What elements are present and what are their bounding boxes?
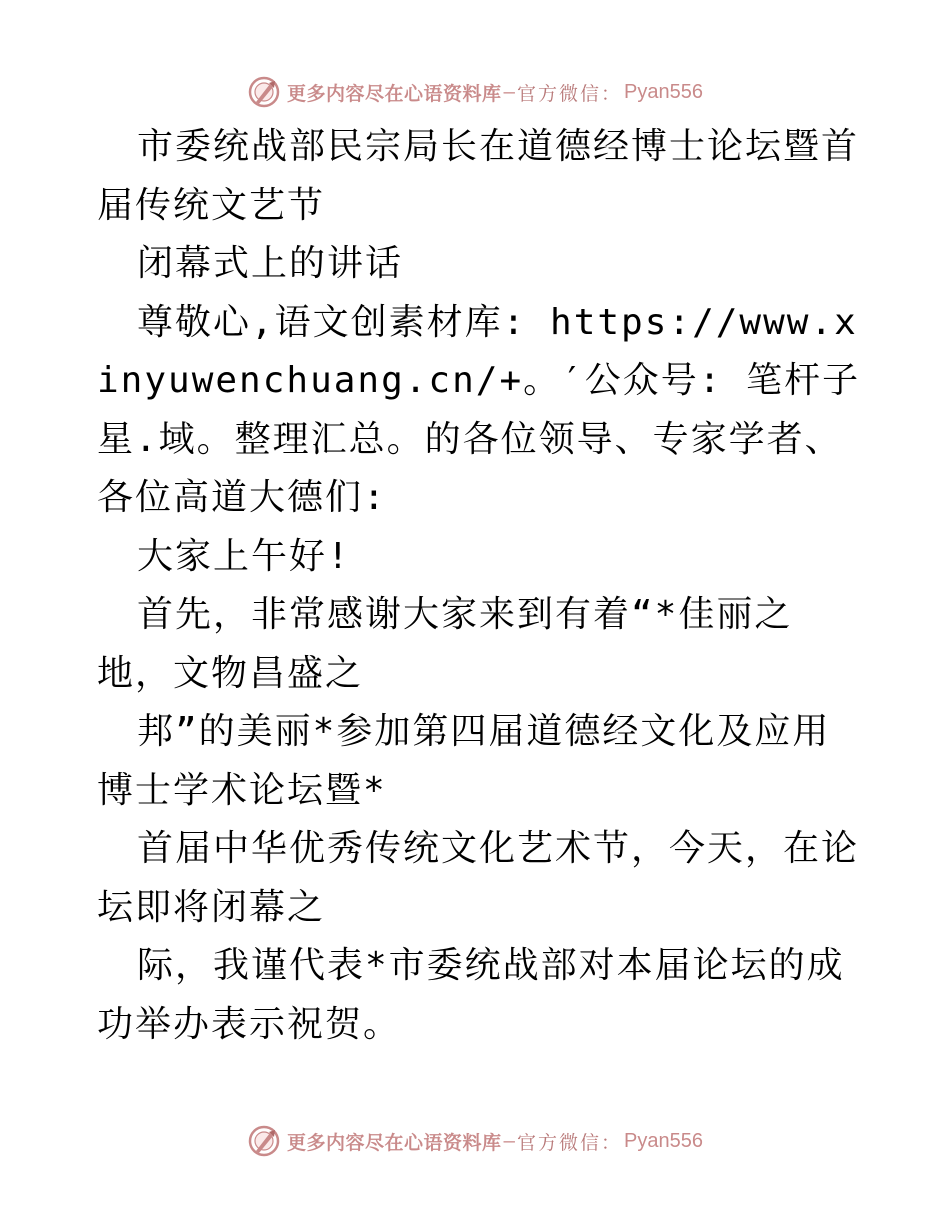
salutation: 尊敬心,语文创素材库: https://www.xinyuwenchuang.cn/+。′公众号: 笔杆子星.域。整理汇总。的各位领导、专家学者、各位高道大德们: <box>97 301 861 518</box>
subtitle-line: 闭幕式上的讲话 <box>137 243 404 284</box>
watermark-official-label: 官方微信： <box>516 1131 622 1154</box>
title-line: 市委统战部民宗局长在道德经博士论坛暨首届传统文艺节 <box>97 126 860 226</box>
body-paragraph: 际，我谨代表*市委统战部对本届论坛的成功举办表示祝贺。 <box>97 945 845 1045</box>
pen-nib-circle-icon <box>247 75 281 109</box>
watermark-wechat-id: Pyan556 <box>624 1129 703 1152</box>
body-paragraph: 首先，非常感谢大家来到有着“*佳丽之地，文物昌盛之 <box>97 594 793 694</box>
body-paragraph: 邦”的美丽*参加第四届道德经文化及应用博士学术论坛暨* <box>97 711 831 811</box>
footer-watermark <box>0 1121 950 1161</box>
pen-nib-circle-icon <box>247 1124 281 1158</box>
watermark-brand: 更多内容尽在心语资料库 <box>287 82 502 105</box>
watermark-dash: — <box>503 1130 515 1152</box>
header-watermark <box>0 72 950 112</box>
body-paragraph: 首届中华优秀传统文化艺术节，今天，在论坛即将闭幕之 <box>97 828 860 928</box>
watermark-official-label: 官方微信： <box>516 82 622 105</box>
greeting: 大家上午好! <box>137 535 351 577</box>
watermark-wechat-id: Pyan556 <box>624 80 703 103</box>
watermark-brand: 更多内容尽在心语资料库 <box>287 1131 502 1154</box>
document-body <box>97 118 867 1054</box>
watermark-dash: — <box>503 81 515 103</box>
